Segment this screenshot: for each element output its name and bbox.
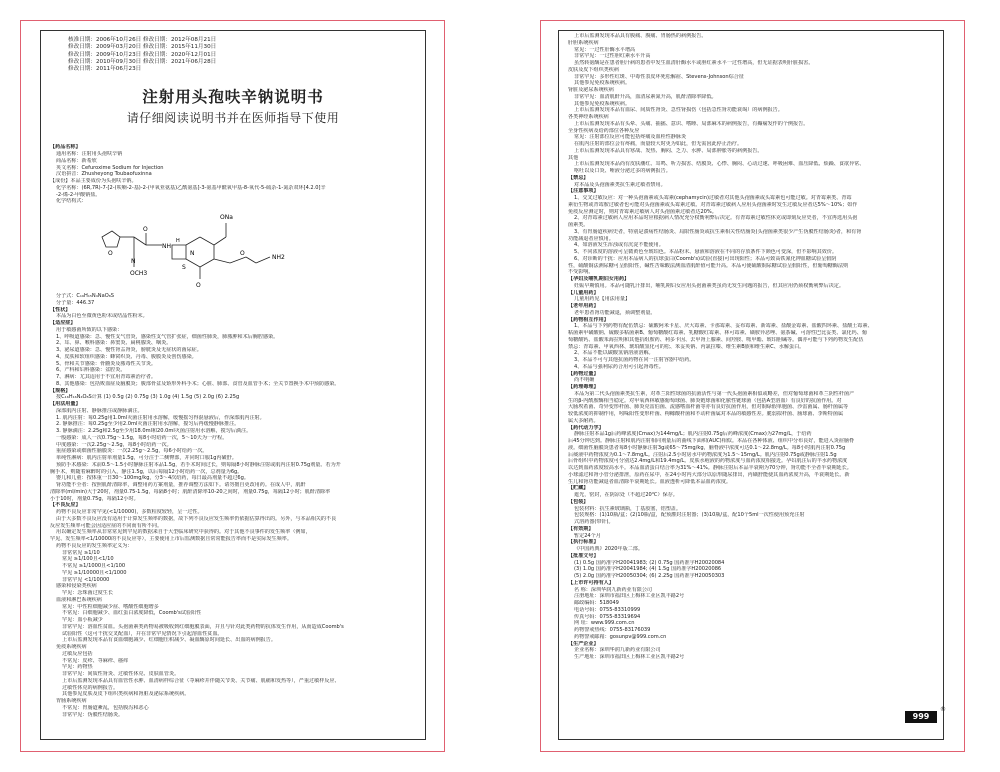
text-line: 不常见：胃肠道紊乱，包括腹泻和恶心 xyxy=(62,704,149,711)
text-line: 用以确定发生频率从非常常见到罕见的数据来自于大型临床研究中获得的。对于其他不良事件的发生频率（例如， xyxy=(56,529,311,536)
text-line: 非常罕见：溶血性贫血。头孢菌素类药物易被吸收到红细胞膜表面，并且与针对此类药物的抗体发生作用，从而造成Coomb's xyxy=(62,623,344,630)
text-line: 感染和侵染类疾病 xyxy=(56,583,97,590)
text-line: 英文名称：Cefuroxime Sodium for Injection xyxy=(56,164,164,171)
text-line: 药物警戒热线：0755-83176039 xyxy=(574,627,651,633)
text-line: 老年患者肾功能减退，须调整剂量。 xyxy=(574,309,656,316)
text-line: 常见：注射部位反应可能包括疼痛及血栓性静脉炎 xyxy=(574,134,687,141)
text-line: 包装材料：抗生素玻璃瓶，丁基胶塞，铝塑盖。 xyxy=(574,505,681,512)
text-line: 婴儿和儿童：按体重一日30～100mg/kg，分3～4次给药，每日最高剂量不超过6g。 xyxy=(56,475,249,482)
text-line: 生产地址：深圳市福田区上梅林工业区凯丰路2号 xyxy=(574,654,685,660)
section-heading: 【适应症】 xyxy=(50,320,76,327)
text-line: 罕见 ≥1/10000且<1/1000 xyxy=(62,569,127,576)
struct-label-o-amide: O xyxy=(143,226,148,234)
text-line: 菌素类。 xyxy=(568,222,589,228)
text-line: 网 址：www.999.com.cn xyxy=(574,620,635,627)
section-heading: 【儿童用药】 xyxy=(568,289,599,296)
text-line: 非常罕见：多形性红斑、中毒性表皮坏死松解症、Stevens-Johnson综合征 xyxy=(574,73,744,80)
text-line: 电话号码：0755-83310999 xyxy=(574,606,641,613)
text-line: 分子量：446.37 xyxy=(56,299,95,306)
text-line: 名 称：深圳华润九新药业有限公司 xyxy=(574,586,653,593)
text-line: 4、如溶液发生浑浊或有沉淀不能使用。 xyxy=(574,242,664,249)
text-line: 不受影响。 xyxy=(568,269,594,276)
text-line: 其他参见免疫系统疾病。 xyxy=(574,80,631,87)
text-line: 4、本品与强利尿药合用可引起肾毒性。 xyxy=(574,363,664,370)
section-heading: 【老年用药】 xyxy=(568,303,599,309)
struct-label-o-furan: O xyxy=(108,250,113,258)
text-line: 上市后监测发现本品尚有皮肤潮红、耳鸣、听力损害、结膜炎、心悸、胸闷、心动过速、呼吸困难、血压降低、烦躁、食欲异常、 xyxy=(574,161,865,168)
text-line: 非常罕见：间质性肾炎、过敏性休克、皮肤血管炎。 xyxy=(62,671,180,678)
text-line: 罕见：念珠菌过度生长 xyxy=(62,590,113,597)
text-line: 1、交叉过敏反应：对一种头孢菌素或头霉素(cephamycin)过敏者对其他头孢菌素或头霉素也可能过敏。对青霉素类、青霉 xyxy=(574,195,852,201)
text-line: 性，硫酸铜法测尿糖可呈假阳性，碱性苦味酸法测血清肌酐值可能升高。本品可使硫酸铜尿糖试验呈假阳性，但葡萄糖酶法则 xyxy=(568,262,849,269)
text-line: 5、骨和关节感染：骨髓炎及脓毒性关节炎。 xyxy=(56,360,157,367)
text-line: 其他参见免疫系统疾病。 xyxy=(574,100,631,107)
text-line: 分子式：C₁₆H₁₅N₄NaO₈S xyxy=(56,293,114,300)
text-line: 上市后监测发现本品具有血管性水肿、血清病样综合征（荨麻疹并伴随关节炎、关节痛、肌痛和发热等），严重过敏样反应、 xyxy=(62,677,340,684)
text-line: 3. 静脉滴注：2.25g和2.5g至少用18.0ml和20.0ml灭菌注射用水溶解，搅匀后滴注。 xyxy=(56,428,252,435)
text-line: 小球滤过和肾小管分泌排泄，原药在尿中，在24小时内大部分以原形随尿排出，丙磺舒能使其血药浓度升高，半衰期延长。新 xyxy=(568,471,850,478)
text-line: 不常见：白细胞减少、血红蛋白浓度降低，Coomb's试验阳性 xyxy=(62,610,202,617)
text-line: 上市后监测发现本品有血尿、间质性肾炎、急性肾损伤（包括急性肾功能衰竭）的病例报告。 xyxy=(574,107,783,114)
text-line: 6、产科和妇科感染：盆腔炎。 xyxy=(56,367,126,374)
text-line: 皮肤及皮下组织类疾病 xyxy=(568,66,619,73)
text-line: 呕吐以及口炎、唾液分泌过多的病例报告。 xyxy=(574,168,671,174)
text-line: 单纯性淋病：肌内注射单剂量1.5g，可分注于二侧臀部，并同时口服1g丙磺舒。 xyxy=(56,455,237,462)
text-line: 化学名称：(6R,7R)-7-[2-(呋喃-2-基)-2-(甲氧亚氨基)乙酰氨基]-3-氨基甲酰氧甲基-8-氧代-5-硫杂-1-氮杂双环[4.2.0]辛 xyxy=(56,184,326,191)
text-line: 各类神经系统疾病 xyxy=(568,114,609,120)
struct-label-n-oxime: N xyxy=(131,258,136,266)
text-line: 重症感染或细菌性脑膜炎：一次2.25g～2.5g，每6小时给药一次。 xyxy=(56,448,208,455)
text-line: 清除率(ml/min)大于20时，剂量0.75-1.5g，每隔8小时；肌酐清除率10-20之间时，剂量0.75g，每隔12小时；肌酐清除率 xyxy=(50,488,331,495)
text-line: 大肠埃希菌、奇异变形杆菌、肺炎克雷伯菌、流感嗜血杆菌等亦有良好抗菌作用，但对铜绿假单胞菌、沙雷菌属、肠杆菌属等 xyxy=(568,404,849,411)
text-line: 上市后监测发现本品具有寒战、发热、胸闷、乏力、水肿、局部肿胀等的病例报告。 xyxy=(574,147,763,154)
text-line: 1、呼吸道感染：急、慢性支气管炎，感染性支气管扩张症，细菌性肺炎，肺脓肿和术后胸腔感染。 xyxy=(56,333,279,340)
section-heading: 【孕妇及哺乳期妇女用药】 xyxy=(568,276,630,282)
text-line: 本品为第二代头孢菌素类抗生素，对革兰阳性球菌的抗菌活性与第一代头孢菌素相似或略差，但对葡萄球菌和革兰阴性杆菌产 xyxy=(574,390,855,397)
text-line: 2. 静脉推注：每0.25g至少用2.0ml灭菌注射用水溶解，搅匀后再缓慢静脉推注。 xyxy=(56,421,240,428)
section-heading: 【规格】 xyxy=(50,387,71,394)
revision-date-line: 修改日期：2009年10月23日 修改日期：2020年12月01日 xyxy=(68,51,217,58)
text-line: 2、耳、鼻、喉科感染：鼻窦炎、扁桃腺炎、咽炎。 xyxy=(56,340,172,347)
struct-label-nh: NH xyxy=(162,243,171,251)
chemical-structure-drawing xyxy=(90,207,350,291)
text-line: 肾功能不全者：按照肌酐清除率，调整用药方案剂量，推荐调整方法如下。请勿擅自更改用药。在成人中，肌酐 xyxy=(56,482,306,489)
text-line: 本品为白色至微黄色粉末或结晶性粉末。 xyxy=(56,313,148,320)
text-line: 通用名称：注射用头孢呋辛钠 xyxy=(56,151,123,158)
text-line: 反应发生频率可能会因适应症的不同而有所不同。 xyxy=(50,522,163,529)
text-line: 7、淋病：尤其适用于不宜用青霉素治疗者。 xyxy=(56,374,157,381)
text-line: (3) 1.0g 国药准字H20041984; (4) 1.5g 国药准字H20020086 xyxy=(574,566,722,573)
registered-mark: ® xyxy=(940,706,946,713)
struct-label-och3: OCH3 xyxy=(130,270,148,278)
text-line: 后45分钟达到。静脉注射和肌内注射相同剂量后的曲线下面积(AUC)相似。本品在各种体液、组织中分布良好，能进入炎症脑脊 xyxy=(568,438,855,444)
document-subtitle: 请仔细阅读说明书并在医师指导下使用 xyxy=(126,111,340,126)
text-line: 药物警戒邮箱：gosunpv@999.com.cn xyxy=(574,633,667,640)
text-line: 1、本品与下列药物有配伍禁忌：硫酸阿米卡星、庆大霉素、卡那霉素、妥布霉素、新霉素、盐酸金霉素、盐酸四环素、盐酸土霉素、 xyxy=(574,323,873,330)
text-line: 《中国药典》2020年版二部。 xyxy=(574,546,643,552)
text-line: 过敏性休克的病例报告。 xyxy=(62,684,119,691)
left-section-bottom xyxy=(50,293,416,718)
right-leaflet-panel xyxy=(558,30,944,740)
text-line: 预防手术感染：术前0.5～1.5小时静脉注射本品1.5g，若手术时间过长，则每隔8小时静脉注射或肌内注射0.75g剂量。若为开 xyxy=(56,461,341,468)
text-line: 化学结构式： xyxy=(56,198,87,205)
text-line: 商品名称：新希欣 xyxy=(56,157,97,164)
text-line: 3、泌尿道感染：急、慢性肾盂肾炎，膀胱炎及无症状的菌尿症。 xyxy=(56,347,202,354)
text-line: -2-烯-2-甲酸钠盐。 xyxy=(56,191,101,198)
text-line: 禁忌：青霉素、甲氧西林、琥珀酸氢化可的松、苯妥英钠、丙氯拉嗪、维生素B族和维生素C、水解蛋白。 xyxy=(568,343,805,350)
text-line: 静脉注射本品1g后药峰浓度(Cmax)为144mg/L；肌内注射0.75g后药峰浓度(Cmax)为27mg/L，于给药 xyxy=(574,431,812,438)
text-line: 式溶药器(带针)。 xyxy=(574,519,614,525)
section-heading: 【禁忌】 xyxy=(568,174,589,181)
text-line: 上市后监测发现本品具有腹痛、腹痛、胃肠热的病例报告。 xyxy=(574,33,707,39)
text-line: 后痰液中药物浓度为0.1～7.8mg/L。注射后2.5小时房水中药物浓度为1.5～15mg/L。肌内注射0.75g或静脉注射1.5g xyxy=(568,451,837,458)
text-line: 2、本品不能以碳酸氢钠溶液溶解。 xyxy=(574,350,654,357)
section-heading: 【药代动力学】 xyxy=(568,424,604,431)
section-heading: 【有效期】 xyxy=(568,525,594,532)
text-line: 罕见、发生频率<1/10000的不良反应等），主要使用上市后监测数据且常常能报告率而不是实际发生频率。 xyxy=(50,536,292,543)
text-line: 注册地址：深圳市福田区上梅林工业区凯丰路2号 xyxy=(574,593,685,600)
text-line: 非常罕见：伪膜性结肠炎。 xyxy=(62,711,124,718)
struct-label-n-ring: N xyxy=(190,250,195,258)
text-line: (1) 0.5g 国药准字H20041983; (2) 0.75g 国药准字H20020084 xyxy=(574,559,725,566)
section-heading: 【贮藏】 xyxy=(568,485,589,492)
revision-date-line: 修改日期：2010年09月30日 修改日期：2021年06月28日 xyxy=(68,58,217,65)
text-line: 儿童用药见【用法用量】 xyxy=(574,296,631,303)
text-line: 免疫系统疾病 xyxy=(56,644,87,651)
section-heading: 【性状】 xyxy=(50,306,71,313)
text-line: 2、对青霉素过敏病人应用本品时应根据病人情况充分权衡利弊后决定。有青霉素过敏性休克或即刻反应史者，不宜再选用头孢 xyxy=(574,215,858,222)
document-title: 注射用头孢呋辛钠说明书 xyxy=(142,88,324,107)
section-heading: 【包装】 xyxy=(568,498,589,505)
text-line: 以达到血药浓度较高水平。本品血清蛋白结合率为31%～41%。静脉注射后本品半衰期为70分钟，肾功能不全者半衰期延长。 xyxy=(568,465,852,471)
text-line: 1. 肌内注射：每0.25g用1.0ml灭菌注射用水溶解，缓慢摇匀得混悬液后，作深部肌内注射。 xyxy=(56,414,265,421)
text-line: 一般感染：成人一次0.75g～1.5g，每8小时给药一次，5～10天为一疗程。 xyxy=(56,434,228,441)
section-heading: 【药物过量】 xyxy=(568,370,599,377)
text-line: 功能减退者应慎用。 xyxy=(568,235,614,242)
text-line: 萄糖酸钙、盐酸苯海拉明和其他抗组胺药、利多卡因、去甲肾上腺素、间羟胺、哌甲酯、琥珀胆碱等。偶亦可能与下列药物发生配伍 xyxy=(568,336,864,343)
text-line: 胃肠系统疾病 xyxy=(56,698,87,705)
revision-date-line: 修改日期：2011年06月23日 xyxy=(68,66,142,73)
section-heading: 【生产企业】 xyxy=(568,640,599,647)
text-line: 非常罕见 <1/10000 xyxy=(62,576,110,583)
struct-label-o-lactam: O xyxy=(196,282,201,290)
section-heading: 【上市许可持有人】 xyxy=(568,579,614,586)
revision-date-line: 核准日期：2006年10月26日 修改日期：2012年08月21日 xyxy=(68,37,217,43)
text-line: 小于10时，剂量0.75g，每隔12小时。 xyxy=(50,495,139,502)
text-line: 5、不同浓度的溶液可呈微黄色至琥珀色。本品粉末、悬液和溶液在不同的存放条件下颜色可变深，但不影响其效价。 xyxy=(574,249,838,255)
text-line: 邮政编码：518049 xyxy=(574,600,619,606)
text-line: 生儿和肾功能减退者血清除半衰期延长。血液透析可降低本品血药浓度。 xyxy=(568,478,732,485)
text-line: 4、皮肤和软组织感染：蜂窝织炎、丹毒、腹膜炎及创伤感染。 xyxy=(56,353,197,360)
text-line: 属大多耐药。 xyxy=(568,417,599,424)
text-line: 包装规格：(1)10瓶/盒；(2)10瓶/盒，配预灌封注射器；(3)10瓶/盒，配10个5ml一次性使用预充注射 xyxy=(574,512,805,519)
text-line: 罕见：药物热 xyxy=(62,664,93,671)
text-line: 6、对诊断的干扰：应用本品病人的抗球蛋白(Coomb's)试验(直接)可出现阳性；本品可致高铁氰化钾血糖试验呈假阴 xyxy=(574,255,837,262)
text-line: 不常见：皮疹、荨麻疹、瘙痒 xyxy=(62,657,129,664)
section-heading: 【注意事项】 xyxy=(568,188,599,195)
text-line: 尚不明确 xyxy=(574,377,595,384)
text-line: 血液和淋巴系统疾病 xyxy=(56,596,102,603)
text-line: 非常常见 ≥1/10 xyxy=(62,549,100,556)
text-line: 常见：一过性肝酶水平增高 xyxy=(574,46,636,53)
text-line: 不常见 ≥1/1000且<1/100 xyxy=(62,563,126,570)
revision-date-line: 修改日期：2009年03月20日 修改日期：2015年11月30日 xyxy=(68,44,217,51)
text-line: 对本品及头孢菌素类抗生素过敏者禁用。 xyxy=(574,181,666,188)
section-heading: 【用法用量】 xyxy=(50,401,81,408)
text-line: 3、本品不可与其他抗菌药物在同一注射容器中给药。 xyxy=(574,357,695,363)
text-line: 妊娠早期慎用。本品可随乳汁排出，哺乳期妇女应用头孢菌素类虽尚无发生问题的报告，但其应用仍须权衡利弊后决定。 xyxy=(574,282,844,289)
struct-label-h: H xyxy=(176,238,180,245)
text-line: 其他 xyxy=(568,154,579,161)
text-line: 其他参见皮肤及皮下组织类疾病和肾脏及泌尿系统疾病。 xyxy=(62,691,190,698)
text-line: 药物不良反应的发生频率定义为： xyxy=(56,542,133,549)
struct-label-ona: ONa xyxy=(220,214,233,222)
struct-label-s: S xyxy=(182,264,186,272)
section-heading: 【批准文号】 xyxy=(568,552,599,559)
text-line: 虽然转氨酶是在患者胆汁病的患者中发生血清肝酶水平或胆红素水平一过性增高，但无证据表明肝脏损害。 xyxy=(574,60,814,66)
text-line: 常见：中性粒细胞减少症、嗜酸性细胞增多 xyxy=(62,603,159,610)
text-line: 中度感染：一次2.25g～2.5g，每8小时给药一次。 xyxy=(56,441,172,448)
text-line: 企业名称：深圳华润九新药业有限公司 xyxy=(574,647,661,654)
text-line: 遮光，密封，在阴凉处（不超过20℃）保存。 xyxy=(574,492,678,498)
text-line: 汉语拼音：Zhusheyong Toubaofuxinna xyxy=(56,171,152,178)
text-line: 非常罕见：一过性胆红素水平升高 xyxy=(574,53,651,60)
struct-label-o-ester: O xyxy=(240,250,245,258)
right-section xyxy=(568,33,934,661)
text-line: 免疫反应测定时，则对青霉素过敏病人对头孢菌素过敏者达20%。 xyxy=(568,208,717,215)
text-line: 在肌内注射的部位会有疼痛，而量较大时更为如此，但无需因此停止治疗。 xyxy=(574,141,743,147)
text-line: 后骨组织中药物浓度可分别达2.4mg/L和19.4mg/L。皮肤水疱液的药物浓度与血药浓度相接近。孕妇肌注后的羊水药物浓度 xyxy=(568,458,848,465)
text-line: 常见 ≥1/100且<1/10 xyxy=(62,556,114,563)
text-line: 由于大多数不良反应没有适用于计算发生频率的数据，故下列不良反应发生频率仍依据估算得出的。另外，与本品相关的不良 xyxy=(56,515,337,522)
section-heading: 【药品名称】 xyxy=(50,144,81,151)
text-line: 试验阳性（这可干扰交叉配血），并在非常罕见情况下引起溶血性贫血。 xyxy=(62,630,223,637)
struct-label-nh2: NH2 xyxy=(272,254,285,262)
text-line: 深部肌内注射、静脉推注或静脉滴注。 xyxy=(56,407,143,414)
text-line: 8、其他感染：包括败血症及脑膜炎；腹部骨盆及矫形外科手术；心脏、肺部、食管及血管手术；全关节置换手术中预防感染。 xyxy=(56,380,340,387)
left-section-top xyxy=(50,144,416,205)
text-line: 用于敏感菌所致的以下感染： xyxy=(56,326,123,333)
section-heading: 【不良反应】 xyxy=(50,502,81,509)
text-line: 素衍生物或青霉胺过敏者也可能对头孢菌素或头霉素过敏。对青霉素过敏病人应用头孢菌素时发生过敏反应者达5%～10%；如作 xyxy=(568,201,858,208)
left-leaflet-panel xyxy=(40,30,426,740)
text-line: 较低浓度的抑制作用，吲哚阳性变形杆菌、枸橼酸杆菌和不动杆菌属对本品的敏感性差。脆弱拟杆菌、肠球菌、李斯特菌属 xyxy=(568,411,844,417)
text-line: 生的β-内酰胺酶相当稳定。对甲氧西林敏感葡萄球菌、肺炎链球菌和化脓性链球菌（包括A型溶血）有良好的抗菌作用。对 xyxy=(568,397,842,404)
text-line: 按C₁₆H₁₆N₄O₈S计算 (1) 0.5g (2) 0.75g (3) 1.0g (4) 1.5g (5) 2.0g (6) 2.25g xyxy=(56,394,240,401)
text-line: 上市后监测发现本品有头晕、头痛、抽搐、意识、嗜睡、局部麻木的病例报告，有癫痫发作的个例报告。 xyxy=(574,120,809,127)
text-line: 肾脏及泌尿系统疾病 xyxy=(568,87,614,93)
text-line: 暂定24个月 xyxy=(574,532,601,539)
chemical-structure xyxy=(90,207,350,291)
text-line: 药物不良反应非常罕见(<1/10000)，多数程度较轻，呈一过性。 xyxy=(56,509,203,516)
text-line: 非常罕见：血清肌酐升高，血清尿素氮升高，肌酐清除率降低。 xyxy=(574,93,717,100)
brand-logo: 999 xyxy=(905,711,937,723)
revision-dates xyxy=(68,37,416,73)
text-line: 过敏反应包括 xyxy=(62,650,93,657)
text-line: 上市后监测发现本品有食血细胞减少、红细胞压积减少、凝血酶原时间延长、出血的病例报告。 xyxy=(62,637,276,644)
text-line: (5) 2.0g 国药准字H20050304; (6) 2.25g 国药准字H20050303 xyxy=(574,573,725,579)
text-line: 肝胆系统疾病 xyxy=(568,39,599,46)
text-line: 全身性疾病及给药部位各种反应 xyxy=(568,127,640,134)
text-line: 3、有胃肠道疾病史者，特别是溃疡性结肠炎、局限性肠炎或抗生素相关性结肠炎(头孢菌素类很少产生伪膜性结肠炎)者，和有肾 xyxy=(574,228,862,235)
section-heading: 【药物相互作用】 xyxy=(568,316,609,323)
text-line: 罕见：血小板减少 xyxy=(62,617,103,624)
text-line: 粘菌素甲磺酸钠、硫酸多粘菌素B、葡萄糖酸红霉素、乳糖酸红霉素、林可霉素、磺胺异恶唑、氨茶碱、可溶性巴比妥类、氯化钙、葡 xyxy=(568,330,867,336)
text-line: 液。细菌性脑膜炎患者每8小时静脉注射3g或65～75mg/kg，脑脊液中浓度可达0.1～22.8mg/L。每8小时肌内注射0.75g xyxy=(568,444,846,451)
text-line: 【成份】本品主要成份为头孢呋辛钠。 xyxy=(50,178,137,185)
text-line: 胸手术，则随着麻醉时的引入，静注1.5g，以后每隔12小时给药一次，总剂量为6g。 xyxy=(50,468,243,475)
section-heading: 【药理毒理】 xyxy=(568,384,599,390)
text-line: 传真号码：0755-83319694 xyxy=(574,613,641,620)
section-heading: 【执行标准】 xyxy=(568,539,599,546)
